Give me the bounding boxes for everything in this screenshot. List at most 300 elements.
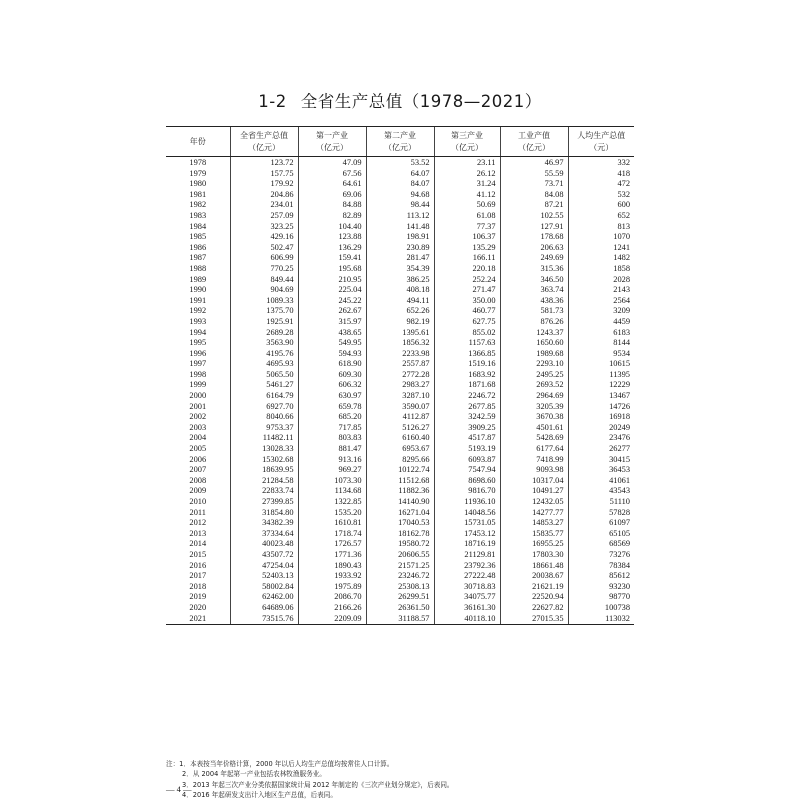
cell-secondary: 281.47 [366, 253, 434, 264]
cell-tertiary: 271.47 [434, 285, 500, 296]
cell-primary: 1771.36 [298, 550, 366, 561]
cell-secondary: 408.18 [366, 285, 434, 296]
cell-per-capita: 65105 [568, 529, 634, 540]
cell-industry: 581.73 [500, 306, 568, 317]
cell-year: 1981 [189, 189, 207, 199]
cell-tertiary: 2677.85 [434, 402, 500, 413]
cell-secondary: 1395.61 [366, 328, 434, 339]
cell-per-capita: 472 [568, 179, 634, 190]
cell-gdp: 123.72 [230, 157, 298, 169]
cell-per-capita: 20249 [568, 423, 634, 434]
cell-primary: 913.16 [298, 455, 366, 466]
cell-primary: 1610.81 [298, 518, 366, 529]
cell-primary: 1073.30 [298, 476, 366, 487]
cell-secondary: 17040.53 [366, 518, 434, 529]
cell-primary: 123.88 [298, 232, 366, 243]
cell-tertiary: 3909.25 [434, 423, 500, 434]
cell-secondary: 386.25 [366, 275, 434, 286]
cell-primary: 630.97 [298, 391, 366, 402]
cell-per-capita: 26277 [568, 444, 634, 455]
cell-tertiary: 220.18 [434, 264, 500, 275]
cell-year: 1991 [189, 295, 207, 305]
table-row [166, 359, 634, 370]
cell-secondary: 98.44 [366, 200, 434, 211]
cell-per-capita: 1241 [568, 243, 634, 254]
cell-secondary: 26299.51 [366, 592, 434, 603]
cell-tertiary: 4517.87 [434, 433, 500, 444]
cell-year: 2021 [166, 614, 230, 625]
cell-industry: 10491.27 [500, 486, 568, 497]
cell-secondary: 5126.27 [366, 423, 434, 434]
cell-secondary: 19580.72 [366, 539, 434, 550]
cell-industry: 2495.25 [500, 370, 568, 381]
table-row [166, 614, 634, 625]
cell-per-capita: 68569 [568, 539, 634, 550]
cell-gdp: 21284.58 [230, 476, 298, 487]
cell-secondary: 16271.04 [366, 508, 434, 519]
cell-primary: 245.22 [298, 296, 366, 307]
cell-year: 1985 [189, 232, 207, 242]
cell-primary: 210.95 [298, 275, 366, 286]
table-row [166, 508, 634, 519]
cell-industry: 315.36 [500, 264, 568, 275]
cell-industry: 102.55 [500, 211, 568, 222]
cell-year: 1980 [189, 179, 207, 189]
header-gdp: 全省生产总值 （亿元） [230, 127, 298, 157]
cell-gdp: 31854.80 [230, 508, 298, 519]
cell-per-capita: 2028 [568, 275, 634, 286]
cell-tertiary: 18716.19 [434, 539, 500, 550]
cell-primary: 659.78 [298, 402, 366, 413]
cell-primary: 2209.09 [298, 614, 366, 625]
cell-tertiary: 5193.19 [434, 444, 500, 455]
cell-industry: 22520.94 [500, 592, 568, 603]
cell-per-capita: 10615 [568, 359, 634, 370]
cell-per-capita: 30415 [568, 455, 634, 466]
table-row [166, 423, 634, 434]
cell-secondary: 20606.55 [366, 550, 434, 561]
cell-per-capita: 43543 [568, 486, 634, 497]
cell-tertiary: 106.37 [434, 232, 500, 243]
table-row [166, 317, 634, 328]
cell-secondary: 2233.98 [366, 349, 434, 360]
cell-primary: 618.90 [298, 359, 366, 370]
cell-tertiary: 1366.85 [434, 349, 500, 360]
cell-gdp: 22833.74 [230, 486, 298, 497]
cell-secondary: 1856.32 [366, 338, 434, 349]
cell-gdp: 11482.11 [230, 433, 298, 444]
cell-industry: 9093.98 [500, 465, 568, 476]
cell-secondary: 652.26 [366, 306, 434, 317]
cell-industry: 27015.35 [500, 614, 568, 625]
cell-industry: 18661.48 [500, 561, 568, 572]
cell-per-capita: 532 [568, 190, 634, 201]
page-number: — 4 — [166, 784, 192, 794]
cell-primary: 82.89 [298, 211, 366, 222]
cell-secondary: 11512.68 [366, 476, 434, 487]
cell-primary: 1890.43 [298, 561, 366, 572]
table-title: 全省生产总值（1978—2021） [300, 92, 542, 111]
cell-secondary: 230.89 [366, 243, 434, 254]
cell-per-capita: 2564 [568, 296, 634, 307]
cell-per-capita: 85612 [568, 571, 634, 582]
cell-per-capita: 93230 [568, 582, 634, 593]
table-row [166, 529, 634, 540]
cell-secondary: 2983.27 [366, 380, 434, 391]
cell-per-capita: 12229 [568, 380, 634, 391]
cell-industry: 46.97 [500, 157, 568, 169]
cell-primary: 64.61 [298, 179, 366, 190]
cell-gdp: 234.01 [230, 200, 298, 211]
cell-gdp: 4195.76 [230, 349, 298, 360]
cell-gdp: 4695.93 [230, 359, 298, 370]
cell-primary: 2086.70 [298, 592, 366, 603]
cell-per-capita: 8144 [568, 338, 634, 349]
footnote-2: 2．从 2004 年起第一产业包括农林牧渔服务业。 [182, 770, 326, 779]
cell-tertiary: 252.24 [434, 275, 500, 286]
cell-year: 1988 [189, 263, 207, 273]
table-row [166, 328, 634, 339]
cell-year: 2010 [189, 497, 207, 506]
cell-gdp: 13028.33 [230, 444, 298, 455]
cell-gdp: 8040.66 [230, 412, 298, 423]
footnote-1: 注：1．本表按当年价格计算，2000 年以后人均生产总值均按常住人口计算。 [166, 760, 394, 768]
cell-year: 1989 [189, 274, 207, 284]
cell-per-capita: 2143 [568, 285, 634, 296]
cell-gdp: 6164.79 [230, 391, 298, 402]
cell-year: 2002 [189, 412, 207, 422]
cell-secondary: 10122.74 [366, 465, 434, 476]
table-row [166, 561, 634, 572]
cell-gdp: 5065.50 [230, 370, 298, 381]
cell-primary: 594.93 [298, 349, 366, 360]
cell-secondary: 21571.25 [366, 561, 434, 572]
header-year: 年份 [166, 127, 230, 157]
cell-gdp: 770.25 [230, 264, 298, 275]
cell-per-capita: 23476 [568, 433, 634, 444]
table-row [166, 497, 634, 508]
cell-per-capita: 418 [568, 169, 634, 180]
table-row [166, 476, 634, 487]
cell-gdp: 1375.70 [230, 306, 298, 317]
cell-year: 1998 [189, 369, 207, 379]
cell-tertiary: 2246.72 [434, 391, 500, 402]
cell-gdp: 849.44 [230, 275, 298, 286]
cell-secondary: 53.52 [366, 157, 434, 169]
cell-year: 1995 [189, 338, 207, 348]
cell-per-capita: 100738 [568, 603, 634, 614]
table-row [166, 200, 634, 211]
cell-tertiary: 23.11 [434, 157, 500, 169]
cell-year: 1992 [189, 306, 207, 316]
table-row [166, 349, 634, 360]
table-row [166, 338, 634, 349]
cell-gdp: 73515.76 [230, 614, 298, 625]
cell-per-capita: 13467 [568, 391, 634, 402]
table-row [166, 169, 634, 180]
cell-year: 2013 [189, 528, 207, 538]
cell-secondary: 94.68 [366, 190, 434, 201]
cell-year: 1983 [189, 210, 207, 220]
cell-primary: 1535.20 [298, 508, 366, 519]
cell-gdp: 58002.84 [230, 582, 298, 593]
footnotes [166, 759, 636, 801]
table-row [166, 243, 634, 254]
table-row [166, 285, 634, 296]
cell-gdp: 904.69 [230, 285, 298, 296]
cell-primary: 315.97 [298, 317, 366, 328]
table-row [166, 190, 634, 201]
cell-per-capita: 61097 [568, 518, 634, 529]
page-title [0, 88, 800, 112]
cell-year: 2005 [189, 444, 207, 454]
cell-secondary: 2557.87 [366, 359, 434, 370]
cell-industry: 876.26 [500, 317, 568, 328]
cell-tertiary: 50.69 [434, 200, 500, 211]
cell-secondary: 198.91 [366, 232, 434, 243]
cell-tertiary: 8698.60 [434, 476, 500, 487]
cell-per-capita: 813 [568, 222, 634, 233]
cell-primary: 685.20 [298, 412, 366, 423]
cell-year: 2015 [189, 549, 207, 559]
cell-per-capita: 4459 [568, 317, 634, 328]
cell-per-capita: 41061 [568, 476, 634, 487]
footnote-3: 3．2013 年起三次产业分类依据国家统计局 2012 年制定的《三次产业划分规定》，后表同。 [182, 780, 454, 789]
cell-year: 2004 [189, 433, 207, 443]
header-primary: 第一产业 （亿元） [298, 127, 366, 157]
cell-secondary: 141.48 [366, 222, 434, 233]
cell-tertiary: 14048.56 [434, 508, 500, 519]
cell-year: 2017 [189, 571, 207, 581]
table-row [166, 486, 634, 497]
cell-gdp: 1925.91 [230, 317, 298, 328]
cell-tertiary: 23792.36 [434, 561, 500, 572]
cell-industry: 14853.27 [500, 518, 568, 529]
cell-industry: 7418.99 [500, 455, 568, 466]
table-row [166, 296, 634, 307]
cell-primary: 1322.85 [298, 497, 366, 508]
header-industry: 工业产值 （亿元） [500, 127, 568, 157]
cell-tertiary: 1683.92 [434, 370, 500, 381]
cell-gdp: 323.25 [230, 222, 298, 233]
cell-gdp: 502.47 [230, 243, 298, 254]
cell-secondary: 23246.72 [366, 571, 434, 582]
cell-year: 1997 [189, 359, 207, 369]
cell-year: 2009 [189, 486, 207, 496]
cell-primary: 47.09 [298, 157, 366, 169]
cell-per-capita: 11395 [568, 370, 634, 381]
cell-secondary: 354.39 [366, 264, 434, 275]
cell-per-capita: 14726 [568, 402, 634, 413]
cell-gdp: 18639.95 [230, 465, 298, 476]
cell-tertiary: 1157.63 [434, 338, 500, 349]
cell-per-capita: 332 [568, 157, 634, 169]
cell-industry: 10317.04 [500, 476, 568, 487]
table-row [166, 582, 634, 593]
cell-industry: 55.59 [500, 169, 568, 180]
cell-tertiary: 26.12 [434, 169, 500, 180]
cell-tertiary: 36161.30 [434, 603, 500, 614]
cell-gdp: 34382.39 [230, 518, 298, 529]
cell-tertiary: 350.00 [434, 296, 500, 307]
cell-secondary: 14140.90 [366, 497, 434, 508]
cell-primary: 1718.74 [298, 529, 366, 540]
cell-tertiary: 3242.59 [434, 412, 500, 423]
cell-year: 1993 [189, 316, 207, 326]
table-body [166, 157, 634, 625]
cell-tertiary: 41.12 [434, 190, 500, 201]
cell-gdp: 429.16 [230, 232, 298, 243]
cell-industry: 87.21 [500, 200, 568, 211]
cell-year: 1978 [189, 158, 207, 167]
cell-tertiary: 40118.10 [434, 614, 500, 625]
cell-year: 1999 [189, 380, 207, 390]
cell-primary: 1726.57 [298, 539, 366, 550]
cell-industry: 346.50 [500, 275, 568, 286]
cell-industry: 1243.37 [500, 328, 568, 339]
table-row [166, 603, 634, 614]
cell-primary: 438.65 [298, 328, 366, 339]
cell-tertiary: 77.37 [434, 222, 500, 233]
cell-gdp: 5461.27 [230, 380, 298, 391]
cell-gdp: 47254.04 [230, 561, 298, 572]
cell-tertiary: 855.02 [434, 328, 500, 339]
cell-secondary: 4112.87 [366, 412, 434, 423]
cell-per-capita: 36453 [568, 465, 634, 476]
cell-per-capita: 1858 [568, 264, 634, 275]
cell-gdp: 37334.64 [230, 529, 298, 540]
table-row [166, 232, 634, 243]
cell-tertiary: 61.08 [434, 211, 500, 222]
cell-per-capita: 16918 [568, 412, 634, 423]
cell-year: 2011 [189, 507, 206, 517]
cell-tertiary: 6093.87 [434, 455, 500, 466]
cell-secondary: 3590.07 [366, 402, 434, 413]
cell-gdp: 43507.72 [230, 550, 298, 561]
cell-tertiary: 21129.81 [434, 550, 500, 561]
cell-primary: 136.29 [298, 243, 366, 254]
cell-tertiary: 31.24 [434, 179, 500, 190]
cell-tertiary: 1871.68 [434, 380, 500, 391]
cell-primary: 84.88 [298, 200, 366, 211]
cell-industry: 17803.30 [500, 550, 568, 561]
cell-secondary: 31188.57 [366, 614, 434, 625]
cell-industry: 1989.68 [500, 349, 568, 360]
cell-year: 2007 [189, 465, 207, 475]
table-row [166, 157, 634, 169]
table-row [166, 306, 634, 317]
cell-tertiary: 30718.83 [434, 582, 500, 593]
cell-gdp: 40023.48 [230, 539, 298, 550]
table-row [166, 253, 634, 264]
cell-secondary: 25308.13 [366, 582, 434, 593]
cell-primary: 67.56 [298, 169, 366, 180]
table-row [166, 433, 634, 444]
cell-secondary: 18162.78 [366, 529, 434, 540]
cell-industry: 12432.05 [500, 497, 568, 508]
cell-primary: 549.95 [298, 338, 366, 349]
cell-year: 2016 [189, 560, 207, 570]
cell-secondary: 982.19 [366, 317, 434, 328]
cell-year: 2018 [189, 581, 207, 591]
cell-gdp: 27399.85 [230, 497, 298, 508]
cell-industry: 22627.82 [500, 603, 568, 614]
cell-industry: 438.36 [500, 296, 568, 307]
header-tertiary: 第三产业 （亿元） [434, 127, 500, 157]
cell-gdp: 52403.13 [230, 571, 298, 582]
cell-tertiary: 9816.70 [434, 486, 500, 497]
cell-secondary: 6160.40 [366, 433, 434, 444]
cell-year: 1984 [189, 221, 207, 231]
cell-year: 1990 [189, 285, 207, 295]
cell-per-capita: 57828 [568, 508, 634, 519]
cell-per-capita: 73276 [568, 550, 634, 561]
cell-year: 2001 [189, 401, 207, 411]
cell-tertiary: 15731.05 [434, 518, 500, 529]
cell-industry: 3205.39 [500, 402, 568, 413]
cell-secondary: 8295.66 [366, 455, 434, 466]
cell-secondary: 113.12 [366, 211, 434, 222]
cell-industry: 127.91 [500, 222, 568, 233]
cell-industry: 1650.60 [500, 338, 568, 349]
cell-year: 2019 [189, 592, 207, 602]
cell-year: 1996 [189, 348, 207, 358]
cell-year: 1982 [189, 200, 207, 210]
cell-primary: 262.67 [298, 306, 366, 317]
cell-primary: 969.27 [298, 465, 366, 476]
cell-industry: 2693.52 [500, 380, 568, 391]
cell-per-capita: 113032 [568, 614, 634, 625]
cell-tertiary: 11936.10 [434, 497, 500, 508]
cell-gdp: 606.99 [230, 253, 298, 264]
cell-industry: 20038.67 [500, 571, 568, 582]
cell-gdp: 15302.68 [230, 455, 298, 466]
table-row [166, 402, 634, 413]
cell-year: 2000 [189, 391, 207, 401]
cell-primary: 225.04 [298, 285, 366, 296]
cell-tertiary: 166.11 [434, 253, 500, 264]
cell-year: 2020 [189, 602, 207, 612]
table-row [166, 571, 634, 582]
cell-industry: 6177.64 [500, 444, 568, 455]
cell-primary: 803.83 [298, 433, 366, 444]
table-row [166, 465, 634, 476]
table-row [166, 539, 634, 550]
cell-primary: 69.06 [298, 190, 366, 201]
cell-industry: 206.63 [500, 243, 568, 254]
cell-secondary: 64.07 [366, 169, 434, 180]
cell-industry: 363.74 [500, 285, 568, 296]
footnote-4: 4．2016 年起研发支出计入地区生产总值，后表同。 [182, 791, 337, 800]
cell-industry: 21621.19 [500, 582, 568, 593]
table-row [166, 455, 634, 466]
cell-per-capita: 3209 [568, 306, 634, 317]
cell-industry: 5428.69 [500, 433, 568, 444]
table-row [166, 550, 634, 561]
cell-year: 2014 [189, 539, 207, 549]
cell-gdp: 62462.00 [230, 592, 298, 603]
cell-industry: 4501.61 [500, 423, 568, 434]
cell-year: 2003 [189, 422, 207, 432]
table-row [166, 380, 634, 391]
header-secondary: 第二产业 （亿元） [366, 127, 434, 157]
cell-gdp: 257.09 [230, 211, 298, 222]
cell-primary: 1975.89 [298, 582, 366, 593]
cell-primary: 159.41 [298, 253, 366, 264]
cell-tertiary: 27222.48 [434, 571, 500, 582]
cell-industry: 15835.77 [500, 529, 568, 540]
cell-industry: 2293.10 [500, 359, 568, 370]
